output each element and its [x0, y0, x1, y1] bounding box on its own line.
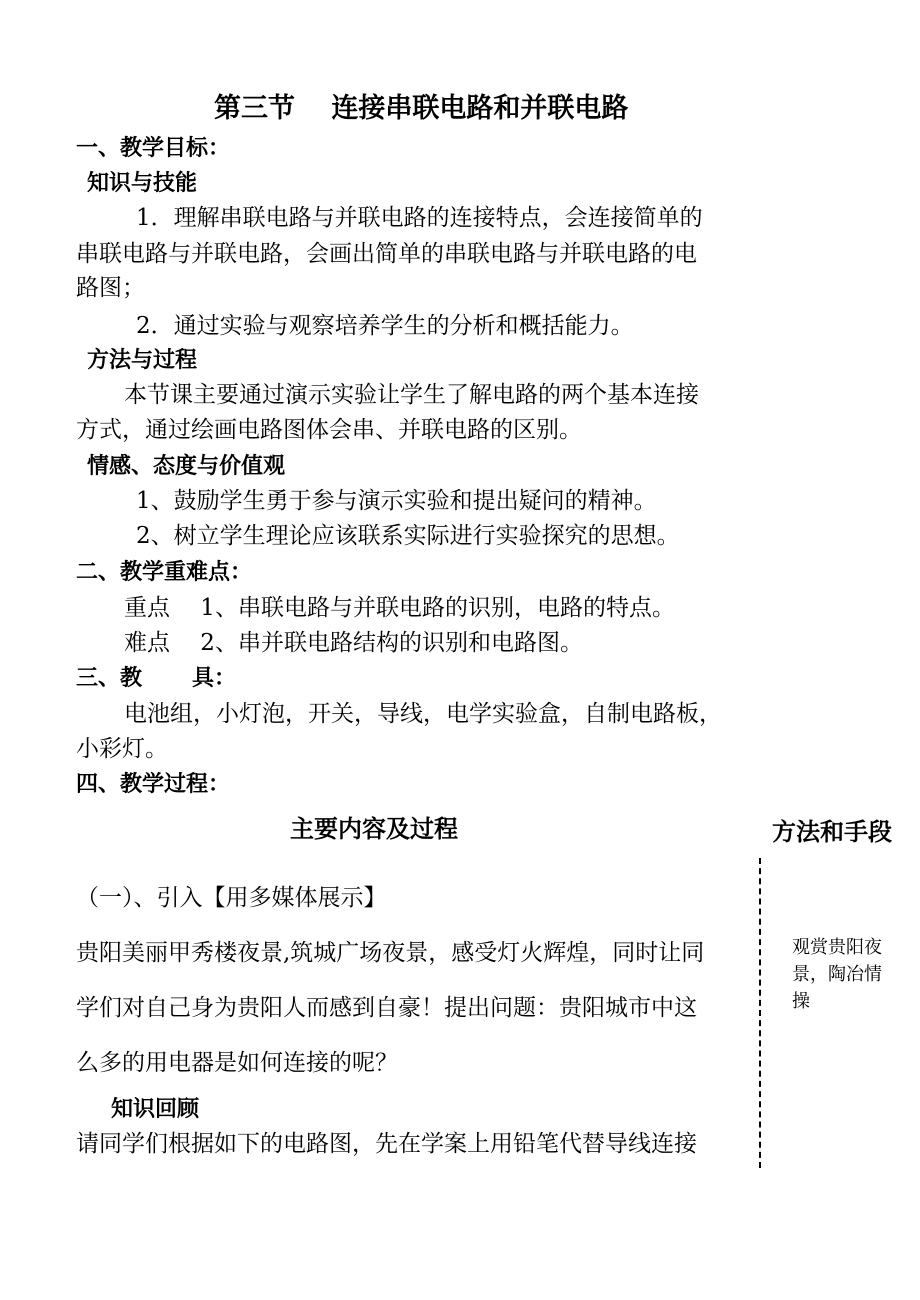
difficult-point: 难点 2、串并联电路结构的识别和电路图。	[124, 630, 583, 656]
column-header-method: 方法和手段	[772, 818, 892, 846]
subheading-method: 方法与过程	[87, 348, 198, 373]
subheading-knowledge: 知识与技能	[87, 171, 198, 196]
section-heading-tools-part-b: 具：	[192, 666, 237, 691]
subheading-emotion: 情感、态度与价值观	[87, 454, 286, 479]
tools-line-2: 小彩灯。	[76, 736, 168, 762]
knowledge-item-2: 2．通过实验与观察培养学生的分析和概括能力。	[136, 313, 634, 339]
method-line-1: 本节课主要通过演示实验让学生了解电路的两个基本连接	[124, 382, 699, 408]
intro-line-2: 学们对自己身为贵阳人而感到自豪！提出问题：贵阳城市中这	[76, 995, 697, 1021]
intro-heading: （一）、引入【用多媒体展示】	[76, 885, 387, 911]
side-note-line-2: 景，陶冶情	[792, 964, 882, 985]
emotion-item-1: 1、鼓励学生勇于参与演示实验和提出疑问的精神。	[136, 488, 657, 514]
tools-line-1: 电池组，小灯泡，开关，导线，电学实验盒，自制电路板，	[124, 701, 722, 727]
side-note-line-3: 操	[792, 991, 810, 1012]
knowledge-item-1-line-2: 串联电路与并联电路，会画出简单的串联电路与并联电路的电	[76, 241, 697, 267]
section-heading-tools-part-a: 三、教	[76, 666, 143, 691]
knowledge-item-1-line-3: 路图；	[76, 275, 145, 301]
review-heading: 知识回顾	[111, 1097, 200, 1122]
column-divider	[759, 858, 761, 1168]
page-title: 第三节 连接串联电路和并联电路	[214, 93, 629, 124]
key-point: 重点 1、串联电路与并联电路的识别，电路的特点。	[124, 595, 675, 621]
section-heading-tools	[76, 664, 236, 694]
review-line-1: 请同学们根据如下的电路图，先在学案上用铅笔代替导线连接	[76, 1131, 697, 1157]
emotion-item-2: 2、树立学生理论应该联系实际进行实验探究的思想。	[136, 523, 680, 549]
section-heading-objectives: 一、教学目标：	[76, 136, 231, 161]
section-heading-process: 四、教学过程：	[76, 772, 231, 797]
column-header-main: 主要内容及过程	[290, 815, 458, 843]
intro-line-3: 么多的用电器是如何连接的呢？	[76, 1050, 398, 1076]
side-note-line-1: 观赏贵阳夜	[792, 937, 882, 958]
intro-line-1: 贵阳美丽甲秀楼夜景,筑城广场夜景，感受灯火辉煌，同时让同	[76, 940, 705, 966]
section-heading-key-points: 二、教学重难点：	[76, 560, 253, 585]
knowledge-item-1-line-1: 1．理解串联电路与并联电路的连接特点，会连接简单的	[136, 205, 703, 231]
method-line-2: 方式，通过绘画电路图体会串、并联电路的区别。	[76, 417, 582, 443]
